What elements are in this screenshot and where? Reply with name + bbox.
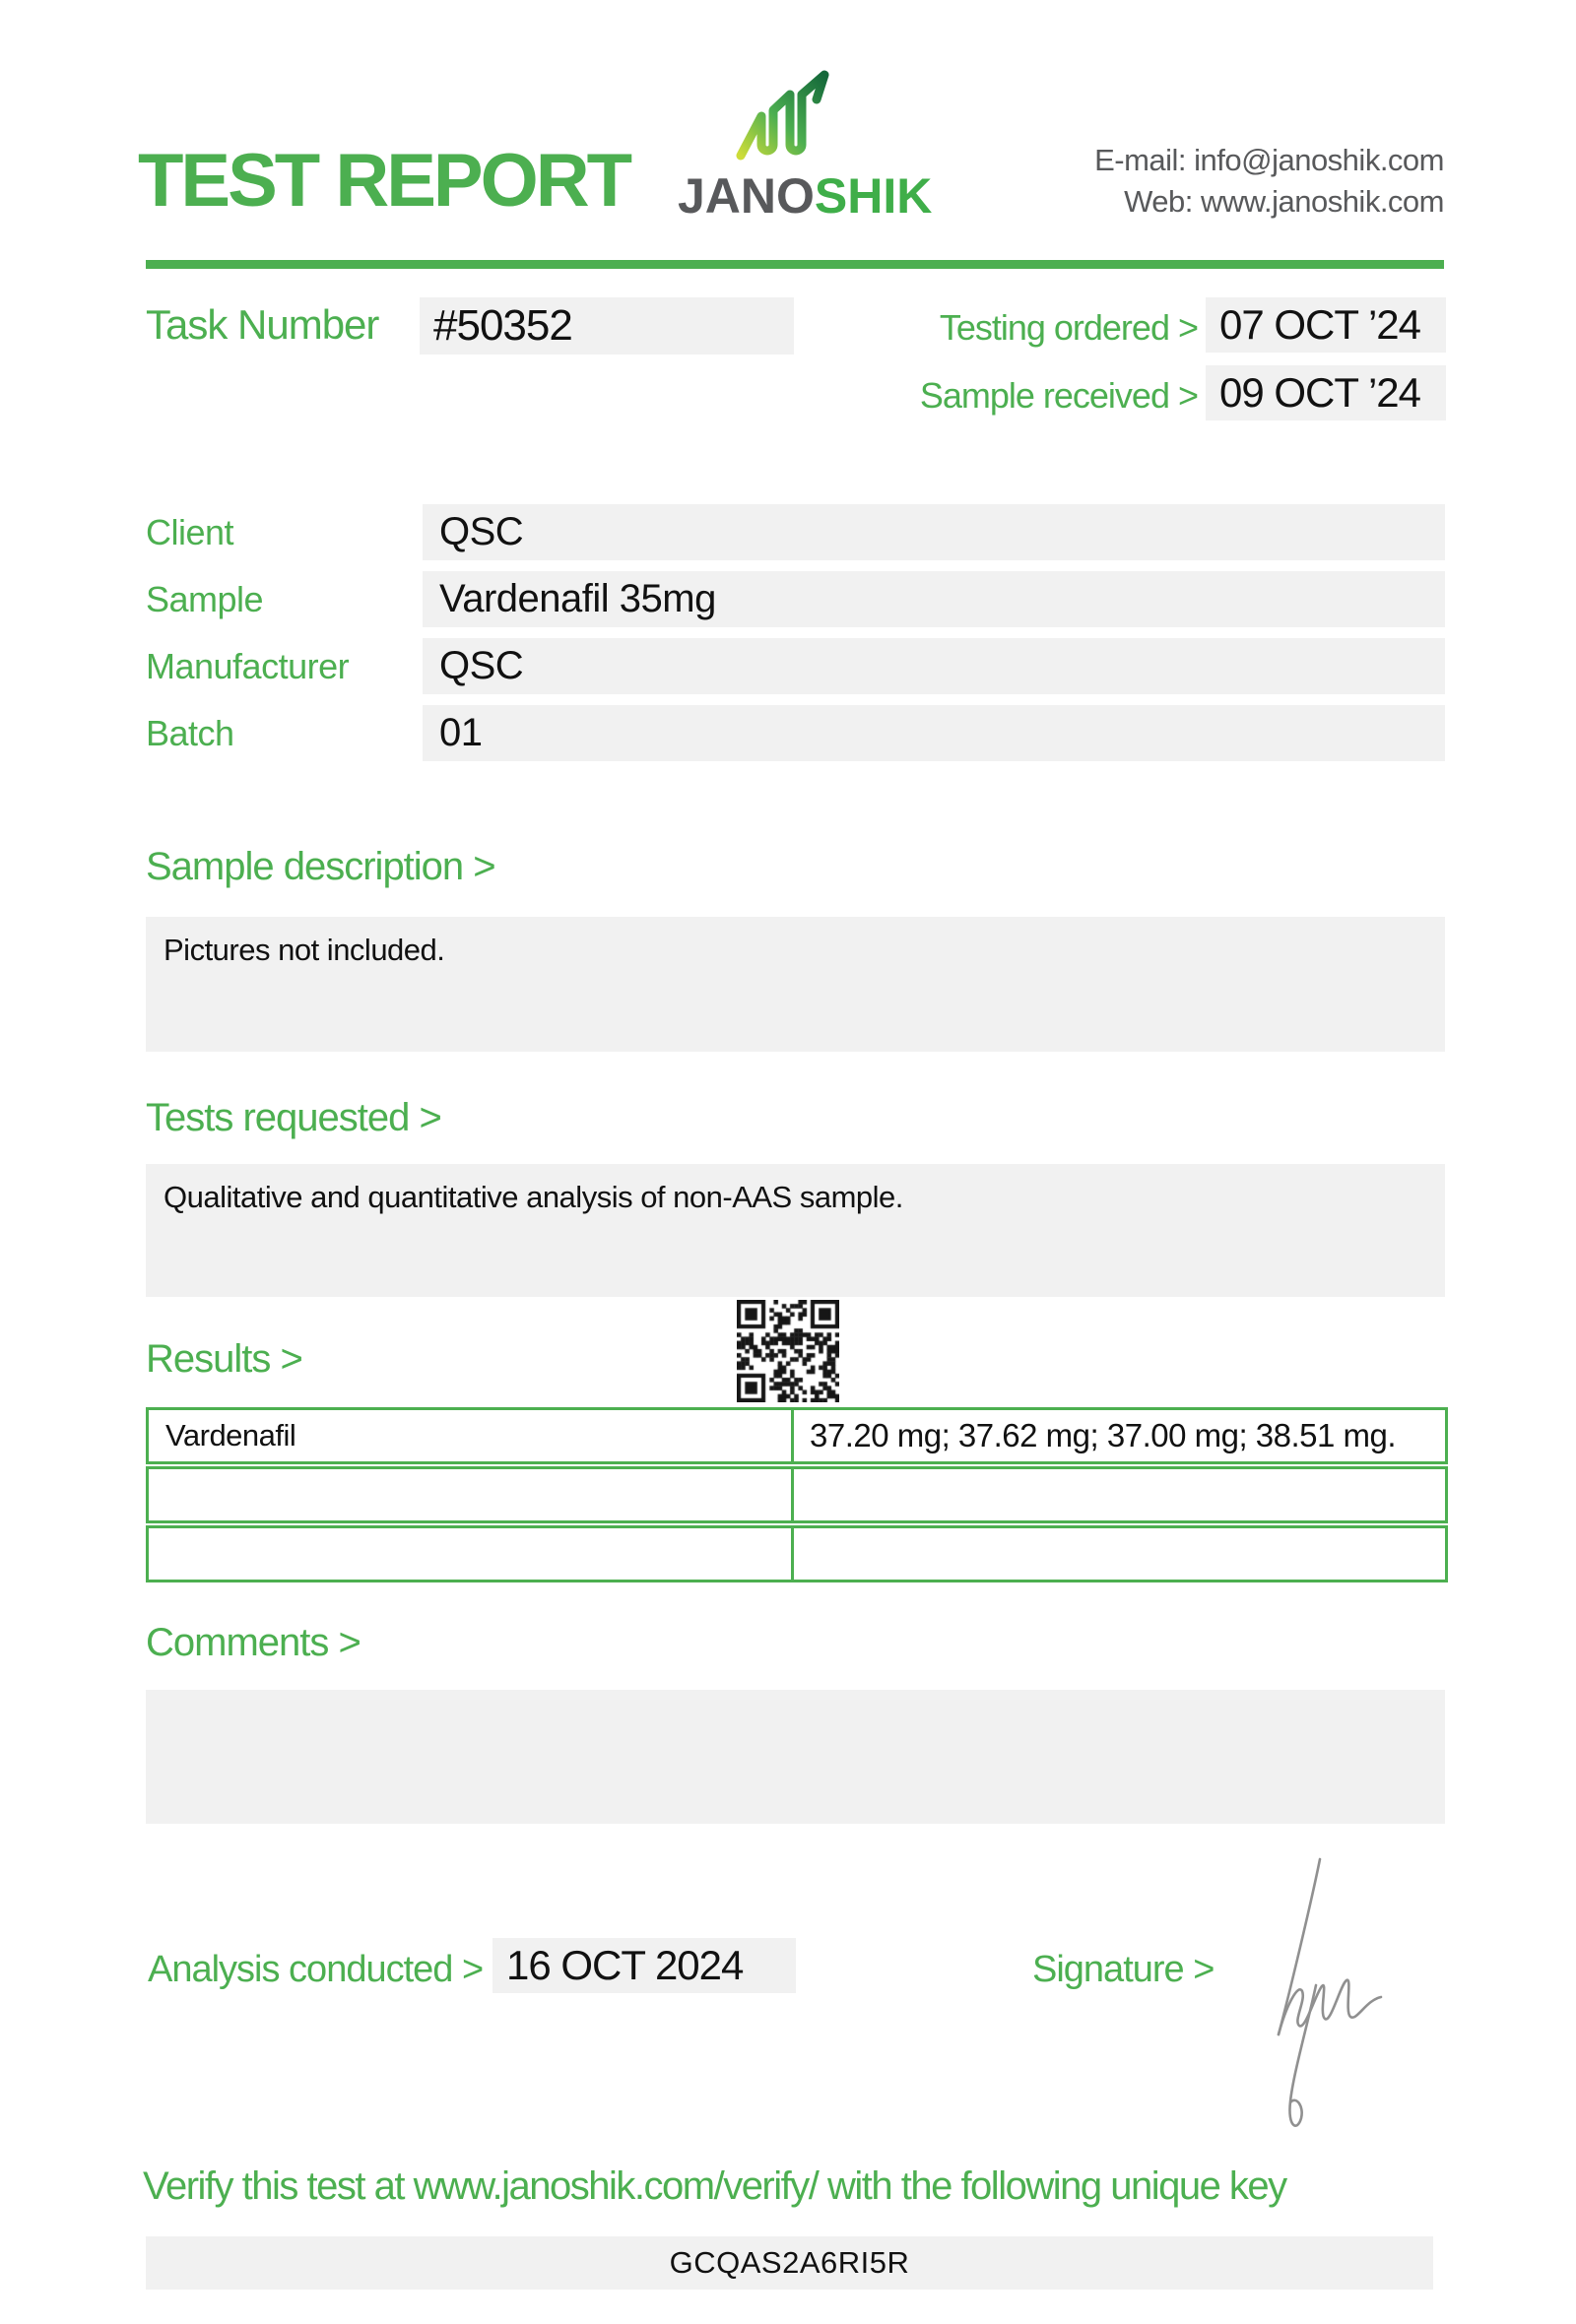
task-number-box	[420, 297, 794, 355]
header-divider	[146, 260, 1444, 269]
comments-text	[146, 1690, 1445, 1721]
sample-received-box	[1206, 365, 1446, 420]
sample-box	[423, 571, 1445, 627]
contact-info	[1094, 140, 1444, 223]
sample-received-value: 09 OCT ’24	[1219, 369, 1420, 416]
result-analyte-cell: Vardenafil	[149, 1410, 794, 1461]
signature-label: Signature >	[1032, 1949, 1215, 1990]
page-title: TEST REPORT	[138, 139, 630, 223]
qr-code	[737, 1300, 839, 1402]
logo-part-shik: SHIK	[814, 168, 933, 224]
results-heading: Results >	[146, 1337, 302, 1381]
verify-key-box	[146, 2236, 1433, 2290]
table-row	[146, 1466, 1448, 1523]
batch-value: 01	[439, 711, 483, 754]
result-value-cell	[794, 1528, 1445, 1580]
manufacturer-value: QSC	[439, 644, 524, 687]
logo-wordmark	[678, 167, 933, 225]
table-row	[146, 1407, 1448, 1464]
analysis-conducted-label: Analysis conducted >	[148, 1949, 484, 1990]
analysis-date-value: 16 OCT 2024	[506, 1942, 744, 1988]
contact-web: Web: www.janoshik.com	[1124, 184, 1444, 219]
sample-description-heading: Sample description >	[146, 845, 495, 888]
manufacturer-label: Manufacturer	[146, 646, 350, 686]
tests-requested-text: Qualitative and quantitative analysis of non-AAS sample.	[164, 1180, 903, 1214]
sample-label: Sample	[146, 579, 264, 619]
comments-box	[146, 1690, 1445, 1824]
signature-scribble	[1221, 1838, 1418, 2153]
client-value: QSC	[439, 510, 524, 553]
sample-description-text: Pictures not included.	[164, 933, 445, 967]
batch-box	[423, 705, 1445, 761]
comments-heading: Comments >	[146, 1621, 361, 1664]
result-value-cell: 37.20 mg; 37.62 mg; 37.00 mg; 38.51 mg.	[810, 1417, 1397, 1453]
logo-part-jano: JANO	[678, 168, 815, 224]
testing-ordered-value: 07 OCT ’24	[1219, 301, 1420, 348]
tests-requested-heading: Tests requested >	[146, 1096, 441, 1139]
analysis-date-box	[492, 1938, 796, 1993]
client-box	[423, 504, 1445, 560]
result-analyte-cell	[149, 1469, 794, 1520]
sample-value: Vardenafil 35mg	[439, 577, 716, 620]
client-label: Client	[146, 512, 234, 552]
testing-ordered-box	[1206, 297, 1446, 353]
task-number-label: Task Number	[146, 301, 379, 348]
contact-email: E-mail: info@janoshik.com	[1094, 143, 1444, 177]
manufacturer-box	[423, 638, 1445, 694]
verify-key-value: GCQAS2A6RI5R	[669, 2245, 910, 2280]
sample-received-label: Sample received >	[919, 375, 1198, 416]
rising-chart-icon	[734, 67, 838, 165]
table-row	[146, 1525, 1448, 1582]
result-value-cell	[794, 1469, 1445, 1520]
result-analyte-cell	[149, 1528, 794, 1580]
task-number-value: #50352	[433, 301, 572, 350]
testing-ordered-label: Testing ordered >	[939, 307, 1198, 348]
batch-label: Batch	[146, 713, 234, 753]
sample-description-box	[146, 917, 1445, 1052]
results-table	[146, 1407, 1448, 1584]
tests-requested-box	[146, 1164, 1445, 1297]
verify-instruction: Verify this test at www.janoshik.com/verify/ with the following unique key	[143, 2164, 1286, 2208]
